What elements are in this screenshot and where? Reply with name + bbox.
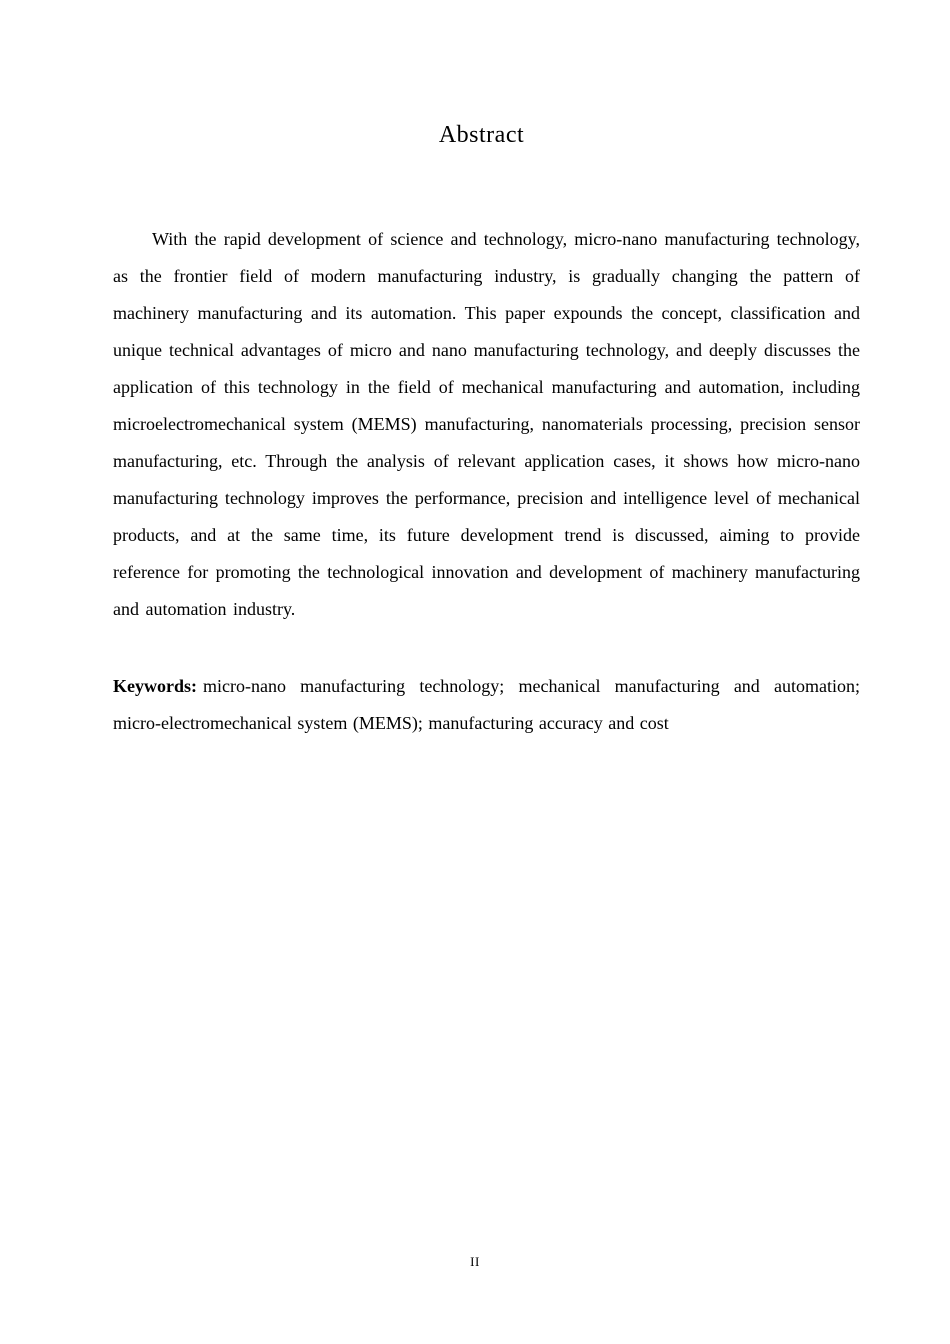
abstract-title: Abstract — [438, 122, 525, 148]
abstract-body-paragraph: With the rapid development of science and technology, micro-nano manufacturing technology, as the frontier field of modern manufacturing industry, is gradually changing the pattern of machinery manufacturing and its automation. This paper expounds the concept, classification and unique technical advantages of micro and nano manufacturing technology, and deeply discusses the application of this technology in the field of mechanical manufacturing and automation, including microelectromechanical system (MEMS) manufacturing, nanomaterials processing, precision sensor manufacturing, etc. Through the analysis of relevant application cases, it shows how micro-nano manufacturing technology improves the performance, precision and intelligence level of mechanical products, and at the same time, its future development trend is discussed, aiming to provide reference for promoting the technological innovation and development of machinery manufacturing and automation industry. — [113, 229, 860, 619]
keywords-paragraph — [113, 668, 860, 742]
keywords-label: Keywords: — [113, 676, 197, 696]
keywords-text: micro-nano manufacturing technology; mechanical manufacturing and automation; micro-electromechanical system (MEMS); manufacturing accuracy and cost — [113, 676, 860, 733]
page-number: II — [470, 1254, 480, 1269]
